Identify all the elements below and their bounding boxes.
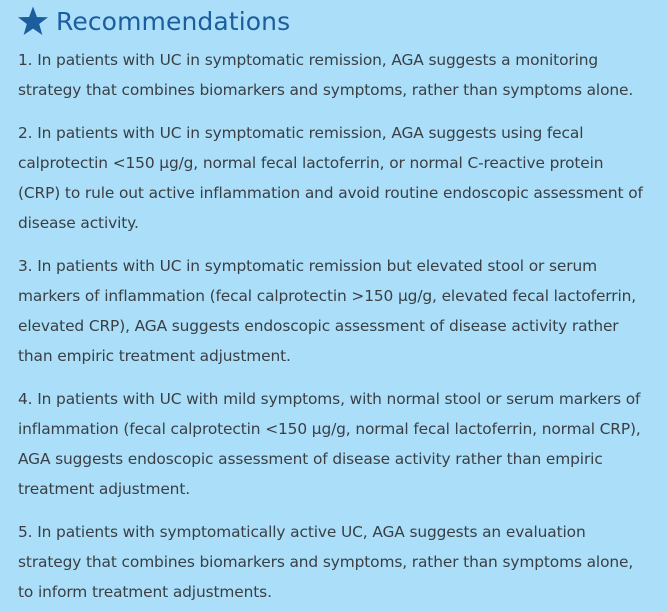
recommendation-3: 3. In patients with UC in symptomatic remission but elevated stool or serum markers of inflammation (fecal calprotectin >150 µg/g, elevated fecal lactoferrin, elevated CRP), AGA suggests endoscopic assessment of disease activity rather than empiric treatment adjustment. — [18, 257, 637, 365]
recommendation-4: 4. In patients with UC with mild symptoms, with normal stool or serum markers of inflammation (fecal calprotectin <150 µg/g, normal fecal lactoferrin, normal CRP), AGA suggests endoscopic assessment of disease activity rather than empiric treatment adjustment. — [18, 390, 641, 498]
recommendation-2: 2. In patients with UC in symptomatic remission, AGA suggests using fecal calprotectin <150 µg/g, normal fecal lactoferrin, or normal C-reactive protein (CRP) to rule out active inflammation and avoid routine endoscopic assessment of disease activity. — [18, 124, 643, 232]
star-icon — [17, 5, 49, 37]
section-title: Recommendations — [56, 6, 291, 36]
recommendation-list — [18, 45, 650, 607]
recommendation-5: 5. In patients with symptomatically active UC, AGA suggests an evaluation strategy that combines biomarkers and symptoms, rather than symptoms alone, to inform treatment adjustments. — [18, 523, 634, 601]
recommendation-1: 1. In patients with UC in symptomatic remission, AGA suggests a monitoring strategy that combines biomarkers and symptoms, rather than symptoms alone. — [18, 51, 634, 99]
section-header — [17, 0, 650, 42]
